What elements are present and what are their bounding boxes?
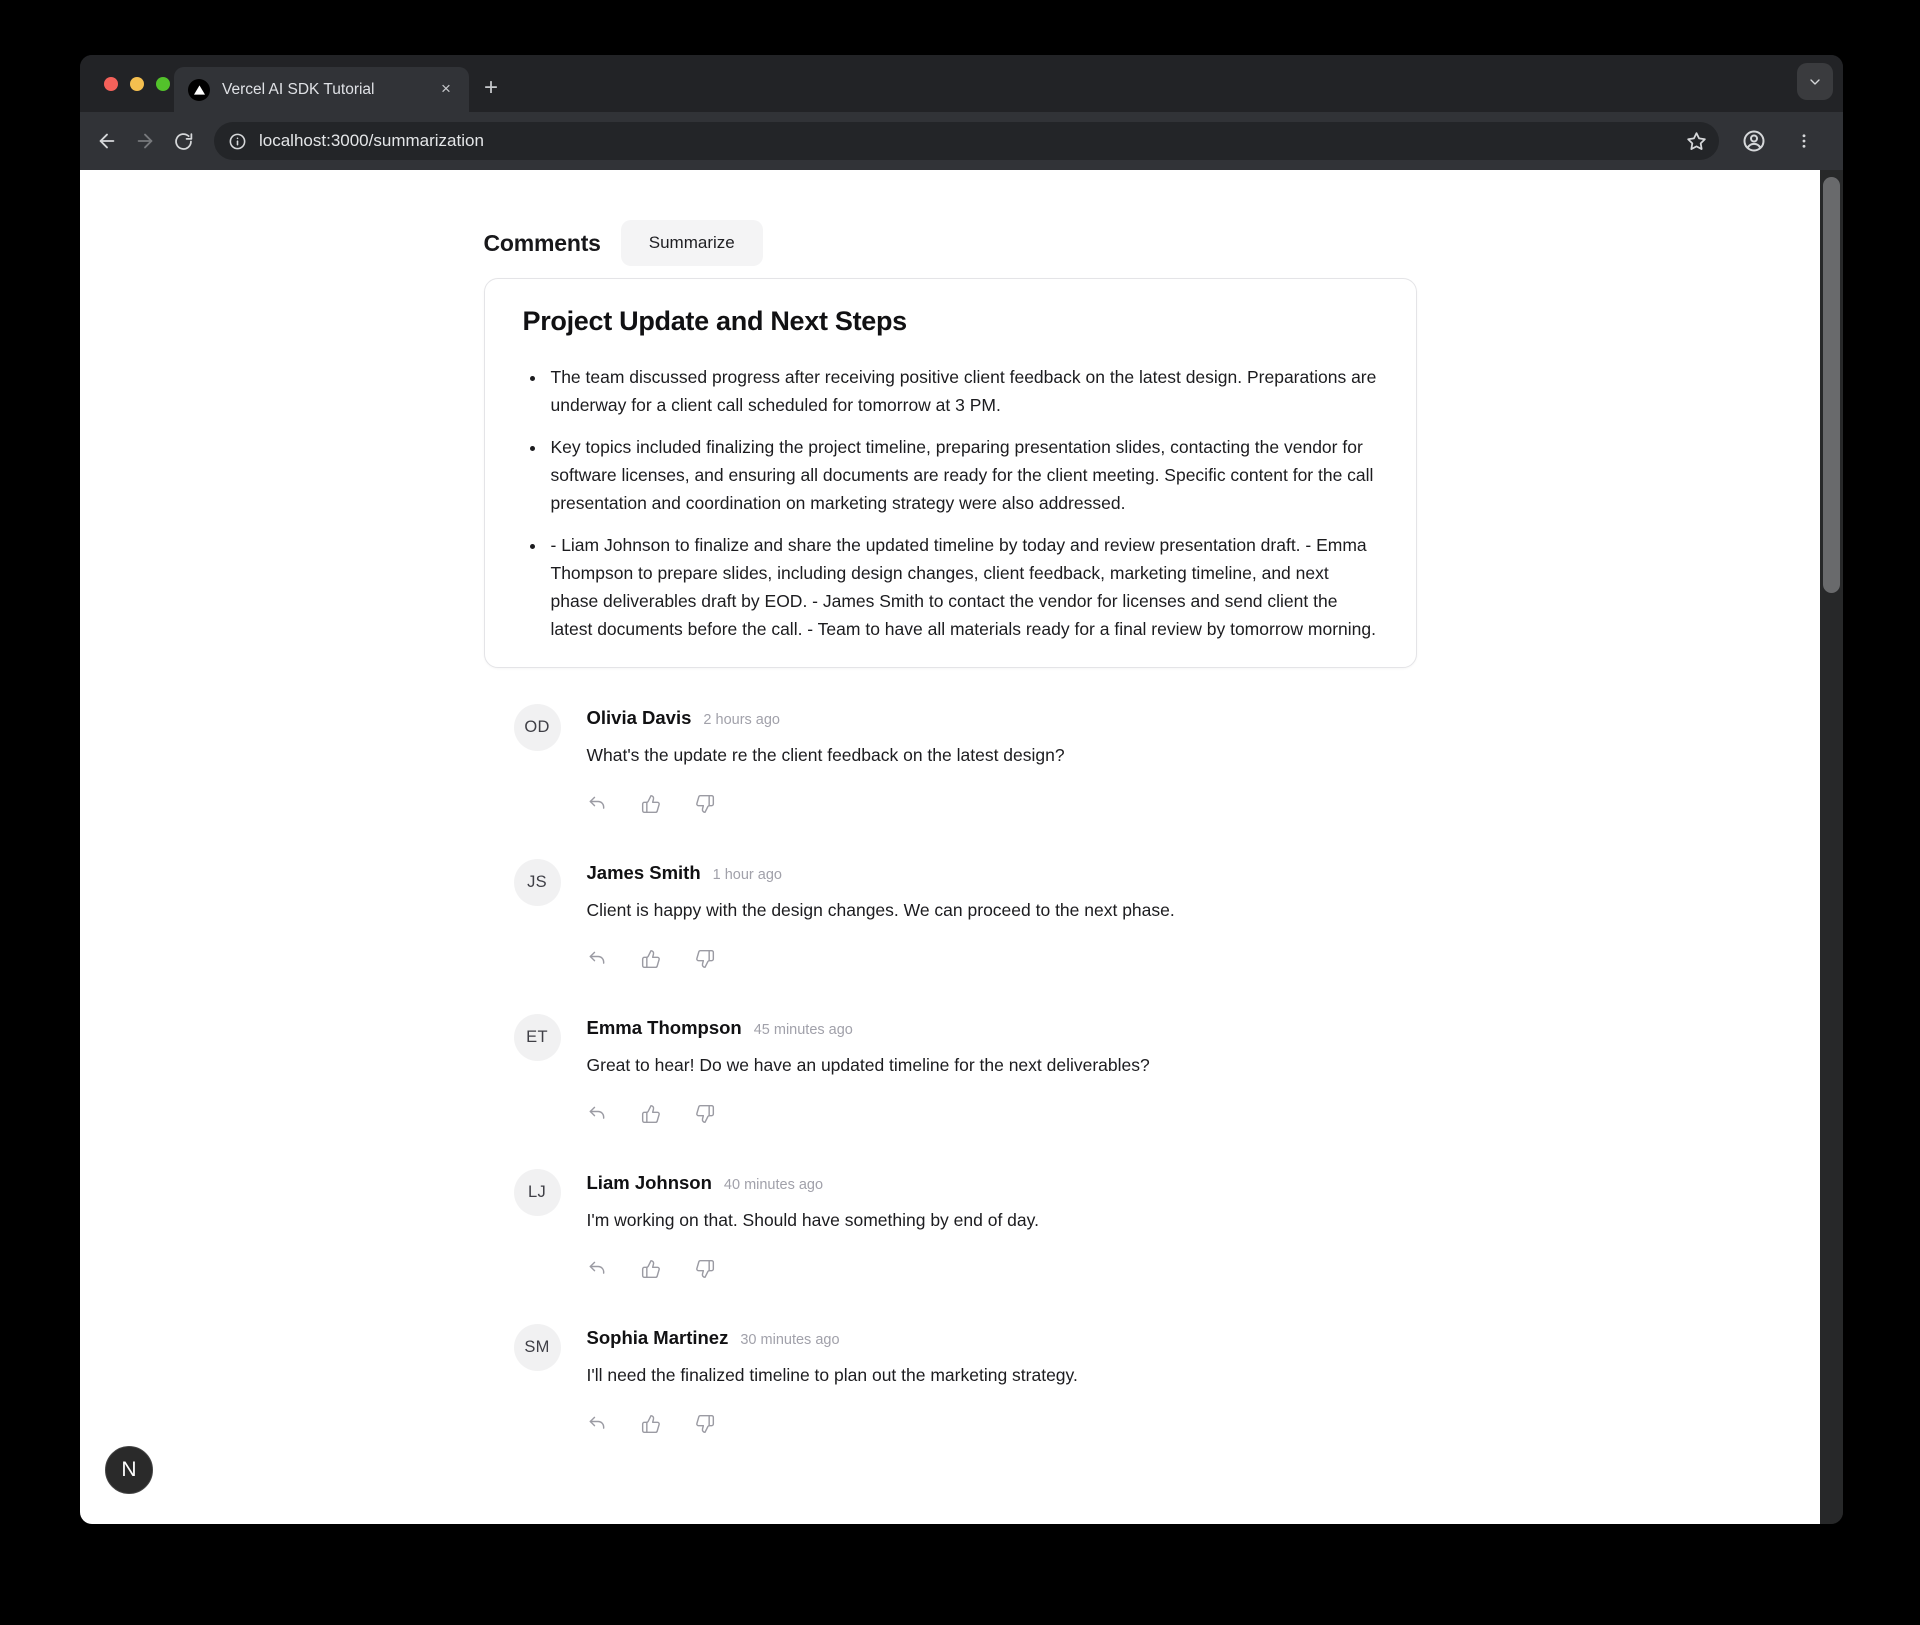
summary-bullet: • Key topics included finalizing the project timeline, preparing presentation slides, contacting the vendor for software licenses, and ensuring all documents are ready for the client meeting. Specific content for the call presentation and coordination on marketing strategy were also addressed. [547, 433, 1378, 517]
avatar: JS [514, 859, 561, 906]
comments-list [484, 704, 1417, 1439]
tab-close-icon[interactable]: × [441, 78, 451, 98]
vercel-favicon-icon [188, 79, 210, 101]
summarize-button[interactable]: Summarize [621, 220, 763, 266]
reply-button[interactable] [582, 1099, 612, 1129]
avatar: SM [514, 1324, 561, 1371]
comment-author: Olivia Davis [586, 707, 692, 728]
avatar: ET [514, 1014, 561, 1061]
kebab-menu-icon [1795, 132, 1813, 150]
back-button[interactable] [90, 124, 124, 158]
comment-author: Sophia Martinez [586, 1327, 729, 1348]
reply-icon [587, 949, 607, 969]
site-info-icon[interactable] [228, 132, 247, 151]
chevron-down-icon [1807, 74, 1823, 90]
bookmark-star-icon[interactable] [1686, 131, 1707, 152]
thumbs-down-button[interactable] [690, 944, 720, 974]
thumbs-up-button[interactable] [636, 1099, 666, 1129]
summary-bullet: • The team discussed progress after receiving positive client feedback on the latest design. Preparations are underway for a client call scheduled for tomorrow at 3 PM. [547, 363, 1378, 419]
comment-timestamp: 40 minutes ago [723, 1177, 824, 1193]
profile-icon [1742, 129, 1766, 153]
thumbs-up-icon [641, 949, 661, 969]
address-bar[interactable] [214, 122, 1719, 160]
comment-item [514, 1169, 1417, 1284]
profile-button[interactable] [1737, 124, 1771, 158]
summary-title: Project Update and Next Steps [522, 306, 907, 336]
comment-timestamp: 45 minutes ago [753, 1022, 853, 1038]
comment-timestamp: 2 hours ago [703, 712, 780, 728]
reply-icon [587, 1104, 607, 1124]
forward-button[interactable] [128, 124, 162, 158]
minimize-window-button[interactable] [130, 77, 144, 91]
reply-icon [587, 794, 607, 814]
avatar: LJ [514, 1169, 561, 1216]
url-text[interactable]: localhost:3000/summarization [259, 131, 484, 150]
reload-icon [173, 131, 194, 152]
comment-timestamp: 1 hour ago [712, 867, 782, 883]
new-tab-button[interactable]: + [483, 74, 498, 101]
reply-button[interactable] [582, 1409, 612, 1439]
reply-button[interactable] [582, 944, 612, 974]
comment-text: Client is happy with the design changes. We can proceed to the next phase. [586, 900, 1175, 920]
page-content [80, 170, 1820, 1524]
comment-text: What's the update re the client feedback on the latest design? [586, 745, 1065, 765]
comment-author: Liam Johnson [586, 1172, 712, 1193]
comment-text: I'll need the finalized timeline to plan out the marketing strategy. [586, 1365, 1078, 1385]
comment-item [514, 1324, 1417, 1439]
thumbs-down-icon [695, 794, 715, 814]
summary-bullet-list [523, 363, 1378, 643]
thumbs-down-icon [695, 949, 715, 969]
page-title: Comments [483, 229, 601, 256]
comment-text: Great to hear! Do we have an updated timeline for the next deliverables? [586, 1055, 1150, 1075]
thumbs-down-button[interactable] [690, 1099, 720, 1129]
thumbs-up-icon [641, 1259, 661, 1279]
reply-button[interactable] [582, 789, 612, 819]
thumbs-up-icon [641, 794, 661, 814]
thumbs-up-button[interactable] [636, 789, 666, 819]
comment-text: I'm working on that. Should have something by end of day. [586, 1210, 1039, 1230]
avatar: OD [514, 704, 561, 751]
comment-item [514, 704, 1417, 819]
back-arrow-icon [96, 130, 118, 152]
thumbs-down-button[interactable] [690, 1254, 720, 1284]
reload-button[interactable] [166, 124, 200, 158]
scrollbar-track[interactable] [1820, 170, 1843, 1524]
reply-icon [587, 1259, 607, 1279]
tab-vercel-ai-sdk-tutorial[interactable] [174, 67, 469, 112]
browser-window [80, 55, 1843, 1524]
scrollbar-thumb[interactable] [1823, 177, 1840, 593]
thumbs-up-button[interactable] [636, 1409, 666, 1439]
tab-title: Vercel AI SDK Tutorial [222, 80, 375, 98]
close-window-button[interactable] [104, 77, 118, 91]
traffic-lights [104, 55, 170, 112]
comment-timestamp: 30 minutes ago [740, 1332, 840, 1348]
comment-item [514, 859, 1417, 974]
thumbs-up-button[interactable] [636, 944, 666, 974]
reply-icon [587, 1414, 607, 1434]
thumbs-down-button[interactable] [690, 789, 720, 819]
summary-bullet: • - Liam Johnson to finalize and share the updated timeline by today and review presentation draft. - Emma Thompson to prepare slides, including design changes, client feedback, marketing timeline, and next phase deliverables draft by EOD. - James Smith to contact the vendor for licenses and send client the latest documents before the call. - Team to have all materials ready for a final review by tomorrow morning. [547, 531, 1378, 643]
tab-search-button[interactable] [1797, 63, 1833, 100]
comment-author: Emma Thompson [586, 1017, 742, 1038]
thumbs-down-icon [695, 1414, 715, 1434]
nextjs-dev-tools-button[interactable]: N [105, 1446, 153, 1494]
thumbs-down-icon [695, 1104, 715, 1124]
thumbs-up-icon [641, 1414, 661, 1434]
thumbs-down-icon [695, 1259, 715, 1279]
thumbs-up-icon [641, 1104, 661, 1124]
comment-author: James Smith [586, 862, 701, 883]
thumbs-down-button[interactable] [690, 1409, 720, 1439]
comment-item [514, 1014, 1417, 1129]
reply-button[interactable] [582, 1254, 612, 1284]
browser-menu-button[interactable] [1787, 124, 1821, 158]
browser-toolbar [80, 112, 1843, 170]
summary-card [484, 278, 1417, 668]
forward-arrow-icon [134, 130, 156, 152]
fullscreen-window-button[interactable] [156, 77, 170, 91]
thumbs-up-button[interactable] [636, 1254, 666, 1284]
tab-strip [80, 55, 1843, 112]
